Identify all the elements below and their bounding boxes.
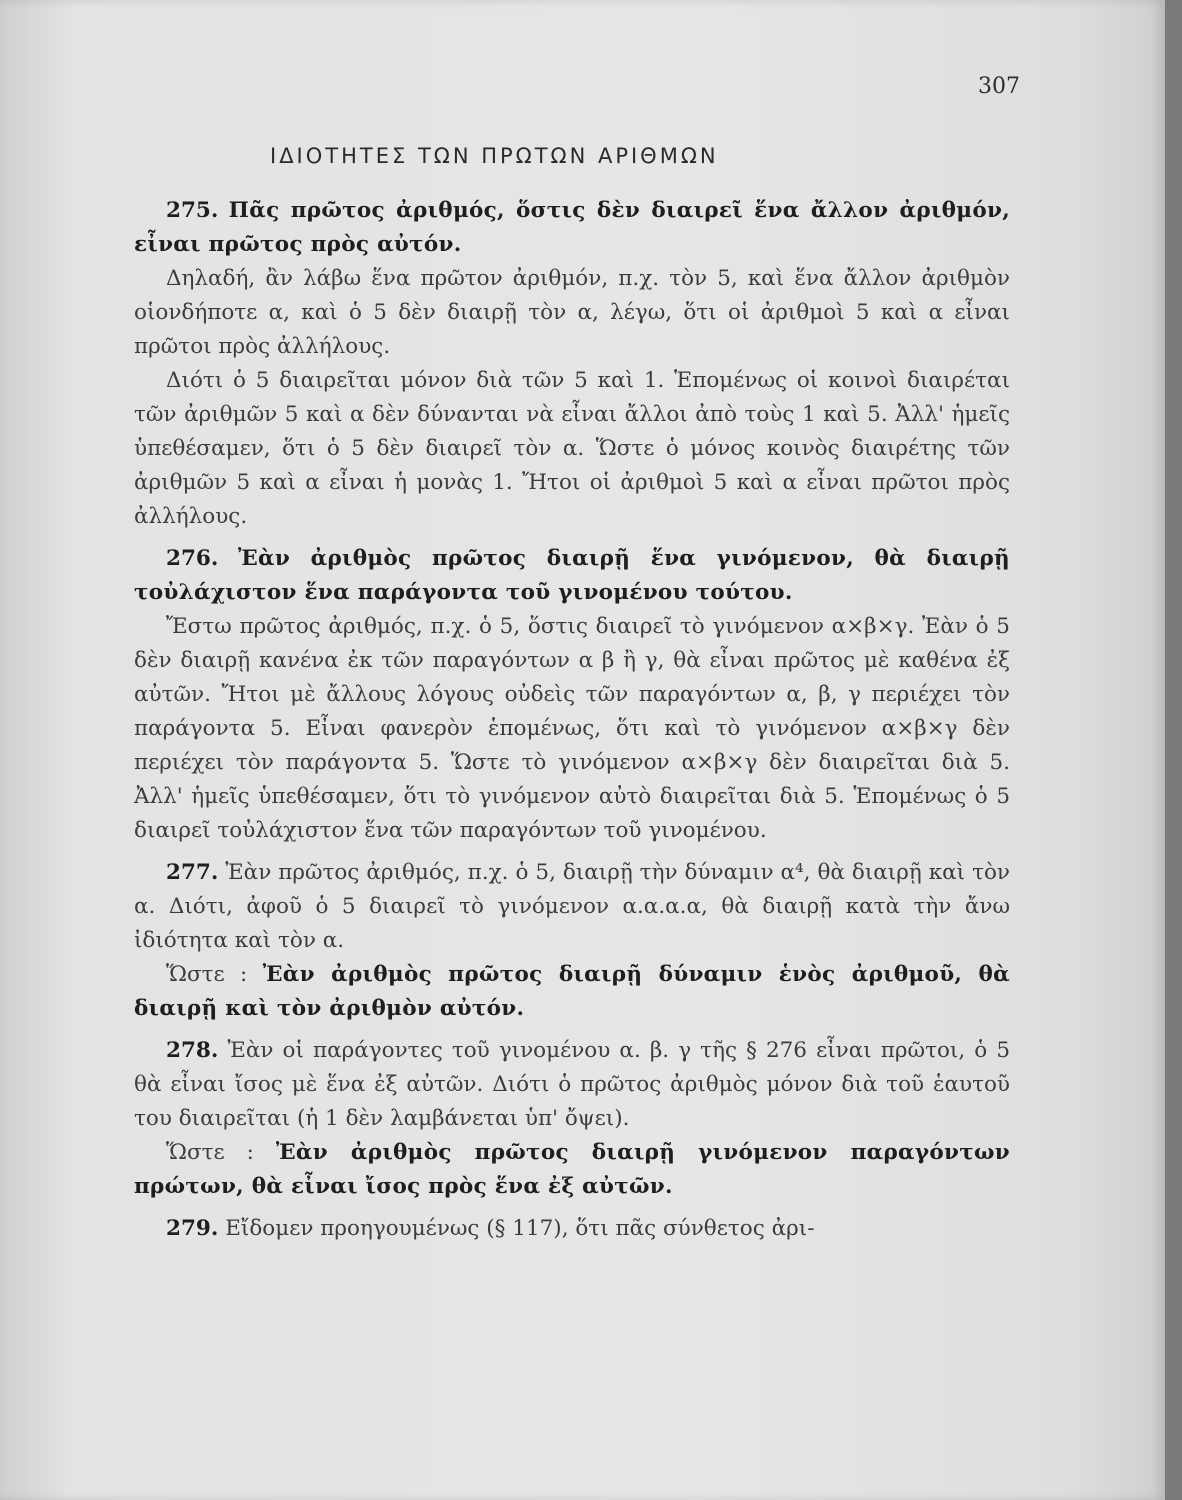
section-number: 277. — [166, 860, 219, 885]
section-275-theorem — [134, 194, 1010, 262]
conclusion-text: Ἐὰν ἀριθμὸς πρῶτος διαιρῇ γινόμενον παραγόντων πρώτων, θὰ εἶναι ἴσος πρὸς ἕνα ἐξ αὐτῶν. — [134, 1140, 1010, 1199]
section-277-conclusion — [134, 958, 1010, 1026]
section-278-conclusion — [134, 1136, 1010, 1204]
theorem-text: Ἐὰν ἀριθμὸς πρῶτος διαιρῇ ἕνα γινόμενον, θὰ διαιρῇ τοὐλάχιστον ἕνα παράγοντα τοῦ γινομένου τούτου. — [134, 546, 1010, 605]
conclusion-prefix: Ὥστε : — [166, 962, 248, 987]
theorem-text: Πᾶς πρῶτος ἀριθμός, ὅστις δὲν διαιρεῖ ἕνα ἄλλον ἀριθμόν, εἶναι πρῶτος πρὸς αὐτόν. — [134, 198, 1010, 257]
section-276-proof: Ἔστω πρῶτος ἀριθμός, π.χ. ὁ 5, ὅστις διαιρεῖ τὸ γινόμενον α×β×γ. Ἐὰν ὁ 5 δὲν διαιρῇ κανένα ἐκ τῶν παραγόντων α β ἢ γ, θὰ εἶναι πρῶτος μὲ καθένα ἐξ αὐτῶν. Ἤτοι μὲ ἄλλους λόγους οὐδεὶς τῶν παραγόντων α, β, γ περιέχει τὸν παράγοντα 5. Εἶναι φανερὸν ἑπομένως, ὅτι καὶ τὸ γινόμενον α×β×γ δὲν περιέχει τὸν παράγοντα 5. Ὥστε τὸ γινόμενον α×β×γ δὲν διαιρεῖται διὰ 5. Ἀλλ' ἡμεῖς ὑπεθέσαμεν, ὅτι τὸ γινόμενον αὐτὸ διαιρεῖται διὰ 5. Ἑπομένως ὁ 5 διαιρεῖ τοὐλάχιστον ἕνα τῶν παραγόντων τοῦ γινομένου. — [134, 614, 1010, 843]
section-275-paragraph: Δηλαδή, ἂν λάβω ἕνα πρῶτον ἀριθμόν, π.χ. τὸν 5, καὶ ἕνα ἄλλον ἀριθμὸν οἱονδήποτε α, καὶ ὁ 5 δὲν διαιρῇ τὸν α, λέγω, ὅτι οἱ ἀριθμοὶ 5 καὶ α εἶναι πρῶτοι πρὸς ἀλλήλους. — [134, 266, 1010, 359]
section-279-paragraph — [134, 1212, 1010, 1246]
section-277-paragraph — [134, 856, 1010, 958]
section-278-paragraph — [134, 1034, 1010, 1136]
conclusion-text: Ἐὰν ἀριθμὸς πρῶτος διαιρῇ δύναμιν ἑνὸς ἀριθμοῦ, θὰ διαιρῇ καὶ τὸν ἀριθμὸν αὐτόν. — [134, 962, 1011, 1021]
section-text: Εἴδομεν προηγουμένως (§ 117), ὅτι πᾶς σύνθετος ἀρι- — [225, 1216, 815, 1241]
section-text: Ἐὰν πρῶτος ἀριθμός, π.χ. ὁ 5, διαιρῇ τὴν δύναμιν α⁴, θὰ διαιρῇ καὶ τὸν α. Διότι, ἀφοῦ ὁ 5 διαιρεῖ τὸ γινόμενον α.α.α.α, θὰ διαιρῇ κατὰ τὴν ἄνω ἰδιότητα καὶ τὸν α. — [134, 860, 1010, 953]
section-275-proof: Διότι ὁ 5 διαιρεῖται μόνον διὰ τῶν 5 καὶ 1. Ἑπομένως οἱ κοινοὶ διαιρέται τῶν ἀριθμῶν 5 καὶ α δὲν δύνανται νὰ εἶναι ἄλλοι ἀπὸ τοὺς 1 καὶ 5. Ἀλλ' ἡμεῖς ὑπεθέσαμεν, ὅτι ὁ 5 δὲν διαιρεῖ τὸν α. Ὥστε ὁ μόνος κοινὸς διαιρέτης τῶν ἀριθμῶν 5 καὶ α εἶναι ἡ μονὰς 1. Ἤτοι οἱ ἀριθμοὶ 5 καὶ α εἶναι πρῶτοι πρὸς ἀλλήλους. — [134, 368, 1010, 529]
running-head: ΙΔΙΟΤΗΤΕΣ ΤΩΝ ΠΡΩΤΩΝ ΑΡΙΘΜΩΝ — [270, 144, 719, 168]
page-body — [134, 194, 1010, 1246]
section-number: 278. — [166, 1038, 219, 1063]
section-number: 276. — [166, 546, 219, 571]
section-276-theorem — [134, 542, 1010, 610]
conclusion-prefix: Ὥστε : — [166, 1140, 254, 1165]
section-number: 275. — [166, 198, 219, 223]
section-text: Ἐὰν οἱ παράγοντες τοῦ γινομένου α. β. γ τῆς § 276 εἶναι πρῶτοι, ὁ 5 θὰ εἶναι ἴσος μὲ ἕνα ἐξ αὐτῶν. Διότι ὁ πρῶτος ἀριθμὸς μόνον διὰ τοῦ ἑαυτοῦ του διαιρεῖται (ἡ 1 δὲν λαμβάνεται ὑπ' ὄψει). — [134, 1038, 1010, 1131]
section-number: 279. — [166, 1216, 219, 1241]
page-number: 307 — [978, 74, 1020, 99]
